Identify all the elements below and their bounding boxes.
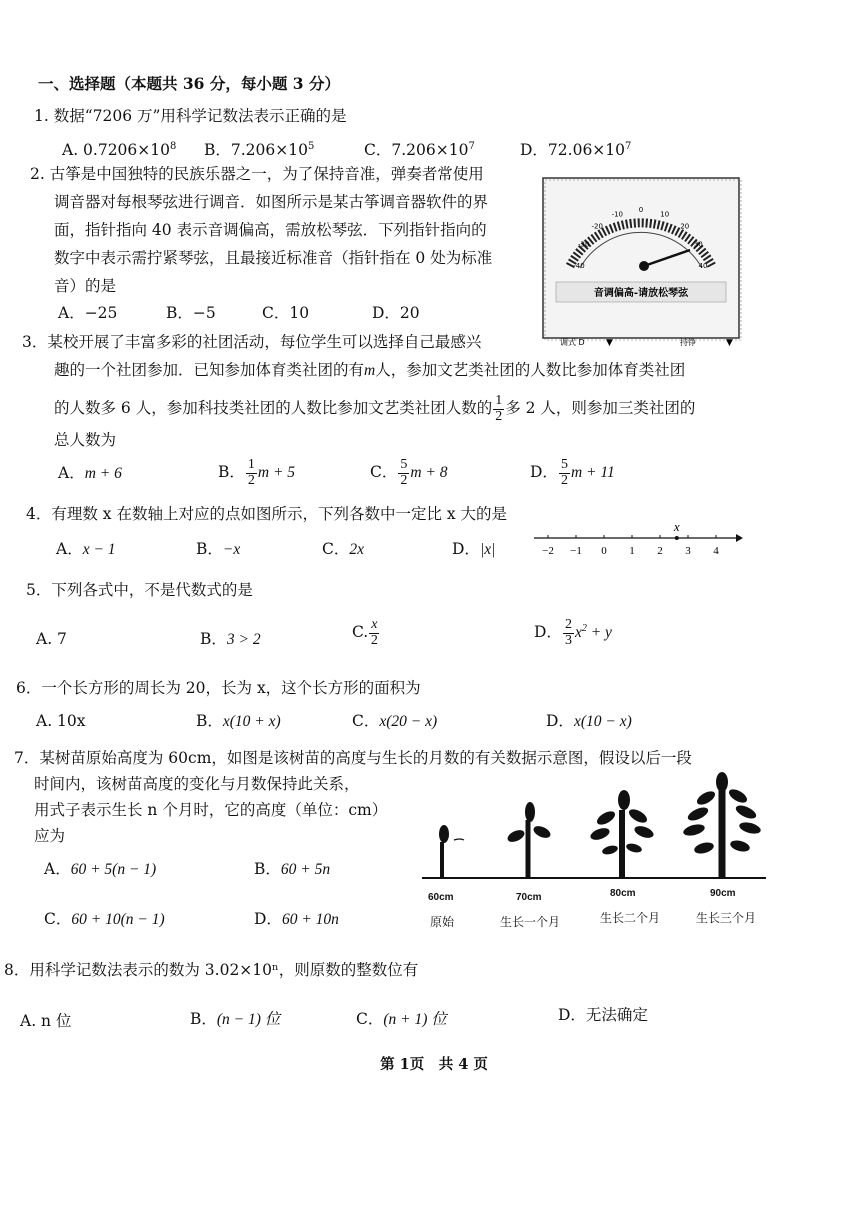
number-line-tick-label: −1 — [570, 545, 582, 557]
q3-option-d: D． $\frac{5}{2}$ m + 11 — [530, 457, 615, 488]
q5-option-c: C. $\frac{x}{2}$ — [352, 617, 378, 648]
q4-stem: 4．有理数 x 在数轴上对应的点如图所示，下列各数中一定比 x 大的是 — [26, 505, 508, 523]
number-line-tick-label: 3 — [685, 545, 691, 557]
number-line-tick-label: 0 — [601, 545, 607, 557]
q1-option-a: A. $0.7206\times 10^8$ — [62, 141, 177, 160]
tuner-right-arrow-icon: ▼ — [726, 338, 733, 348]
q2-stem-line5: 音）的是 — [54, 277, 117, 295]
q5-option-b: B．3 > 2 — [200, 630, 261, 648]
tuner-right-label: 持铮 — [680, 338, 696, 347]
height-label-month3: 90cm — [710, 888, 736, 899]
tuner-tick-label: 40 — [698, 262, 708, 270]
q2-option-a: A．−25 — [58, 304, 118, 322]
q2-stem-line1: 2. 古筝是中国独特的民族乐器之一，为了保持音准，弹奏者常使用 — [30, 165, 484, 183]
q1-option-b: B．$7.206\times 10^5$ — [204, 141, 315, 160]
q2-option-c: C．10 — [262, 304, 310, 322]
q7-option-d: D．60 + 10n — [254, 910, 339, 928]
q7-stem-line1: 7．某树苗原始高度为 60cm，如图是该树苗的高度与生长的月数的有关数据示意图，假设以后一段 — [14, 749, 692, 767]
number-line-tick-label: 2 — [657, 545, 663, 557]
q2-stem-line2: 调音器对每根琴弦进行调音．如图所示是某古筝调音器软件的界 — [54, 193, 489, 211]
section-title: 一、选择题（本题共 36 分，每小题 3 分） — [38, 74, 340, 93]
tuner-tick-label: 20 — [680, 222, 690, 231]
stage-label-month2: 生长二个月 — [600, 911, 661, 925]
q3-stem-line2: 趣的一个社团参加．已知参加体育类社团的有m人，参加文艺类社团的人数比参加体育类社团 — [54, 361, 686, 379]
q6-option-a: A. 10x — [36, 712, 86, 730]
q1-stem: 1. 数据“7206 万”用科学记数法表示正确的是 — [34, 107, 347, 125]
q3-option-b: B． $\frac{1}{2}$ m + 5 — [218, 457, 296, 488]
q6-option-d: D．x(10 − x) — [546, 712, 632, 730]
sapling-month3-icon — [682, 772, 762, 878]
tuner-left-arrow-icon: ▼ — [606, 338, 613, 348]
page-footer: 第 1页 共 4 页 — [380, 1056, 488, 1073]
q2-option-b: B．−5 — [166, 304, 216, 322]
q8-stem: 8．用科学记数法表示的数为 3.02×10ⁿ，则原数的整数位有 — [4, 961, 419, 979]
q7-stem-line4: 应为 — [34, 827, 66, 845]
number-line-point — [675, 536, 679, 540]
tuner-dial-icon — [540, 176, 742, 348]
q8-option-a: A. n 位 — [20, 1012, 72, 1030]
q3-stem-line1: 3．某校开展了丰富多彩的社团活动，每位学生可以选择自己最感兴 — [22, 333, 482, 351]
tuner-tick-label: 30 — [693, 240, 703, 249]
stage-label-month1: 生长一个月 — [500, 915, 561, 929]
q4-option-c: C．2x — [322, 540, 365, 558]
tuner-tick-label: 0 — [638, 206, 644, 215]
q3-option-a: A．m + 6 — [58, 464, 122, 482]
tuner-tick-label: -30 — [577, 240, 590, 249]
tuner-tick-label: -20 — [591, 222, 603, 231]
number-line-tick-label: 4 — [713, 545, 719, 557]
tuner-tick-label: 10 — [660, 210, 670, 219]
q7-stem-line2: 时间内，该树苗高度的变化与月数保持此关系， — [34, 775, 360, 793]
sapling-month2-icon — [589, 790, 655, 878]
q3-stem-line3: 的人数多 6 人，参加科技类社团的人数比参加文艺类社团人数的 $\frac{1}{2}$ 多 2 人，则参加三类社团的 — [54, 393, 696, 424]
q1-option-d: D．$72.06\times 10^7$ — [520, 141, 632, 160]
q2-option-d: D．20 — [372, 304, 420, 322]
tuner-banner: 音调偏高-请放松琴弦 — [593, 288, 689, 299]
q5-stem: 5．下列各式中，不是代数式的是 — [26, 581, 253, 599]
tuner-figure — [540, 176, 742, 348]
q7-option-b: B．60 + 5n — [254, 860, 331, 878]
tuner-tick-label: -40 — [573, 262, 585, 270]
q8-option-b: B．(n − 1) 位 — [190, 1010, 281, 1028]
q3-option-c: C． $\frac{5}{2}$ m + 8 — [370, 457, 448, 488]
q5-option-d: D． $\frac{2}{3}$ $x^2 + y$ — [534, 617, 612, 648]
q4-option-b: B．−x — [196, 540, 241, 558]
number-line-tick-label: −2 — [542, 545, 554, 557]
q8-option-c: C．(n + 1) 位 — [356, 1010, 447, 1028]
height-label-month1: 70cm — [516, 892, 542, 903]
q4-option-d: D．|x| — [452, 540, 496, 558]
stage-label-month3: 生长三个月 — [696, 911, 757, 925]
q6-option-b: B．x(10 + x) — [196, 712, 281, 730]
sapling-original-icon — [439, 825, 464, 878]
number-line-icon — [530, 518, 744, 562]
q7-option-a: A．60 + 5(n − 1) — [44, 860, 157, 878]
q7-stem-line3: 用式子表示生长 n 个月时，它的高度（单位：cm） — [34, 801, 388, 819]
q2-stem-line3: 面，指针指向 40 表示音调偏高，需放松琴弦．下列指针指向的 — [54, 221, 487, 239]
tuner-left-label: 调式 D — [560, 338, 585, 347]
number-line-tick-label: 1 — [629, 545, 635, 557]
height-label-original: 60cm — [428, 892, 454, 903]
q4-option-a: A．x − 1 — [56, 540, 116, 558]
q2-stem-line4: 数字中表示需拧紧琴弦，且最接近标准音（指针指在 0 处为标准 — [54, 249, 493, 267]
q1-option-c: C．$7.206\times 10^7$ — [364, 141, 475, 160]
number-line-point-label: x — [673, 519, 680, 534]
q5-option-a: A. 7 — [36, 630, 67, 648]
number-line-figure — [530, 518, 744, 562]
sapling-month1-icon — [506, 802, 553, 878]
height-label-month2: 80cm — [610, 888, 636, 899]
q6-stem: 6．一个长方形的周长为 20，长为 x，这个长方形的面积为 — [16, 679, 421, 697]
q3-stem-line4: 总人数为 — [54, 431, 117, 449]
q7-option-c: C．60 + 10(n − 1) — [44, 910, 165, 928]
q6-option-c: C．x(20 − x) — [352, 712, 438, 730]
tuner-tick-label: -10 — [611, 210, 624, 219]
q8-option-d: D．无法确定 — [558, 1006, 648, 1024]
stage-label-original: 原始 — [430, 915, 455, 929]
